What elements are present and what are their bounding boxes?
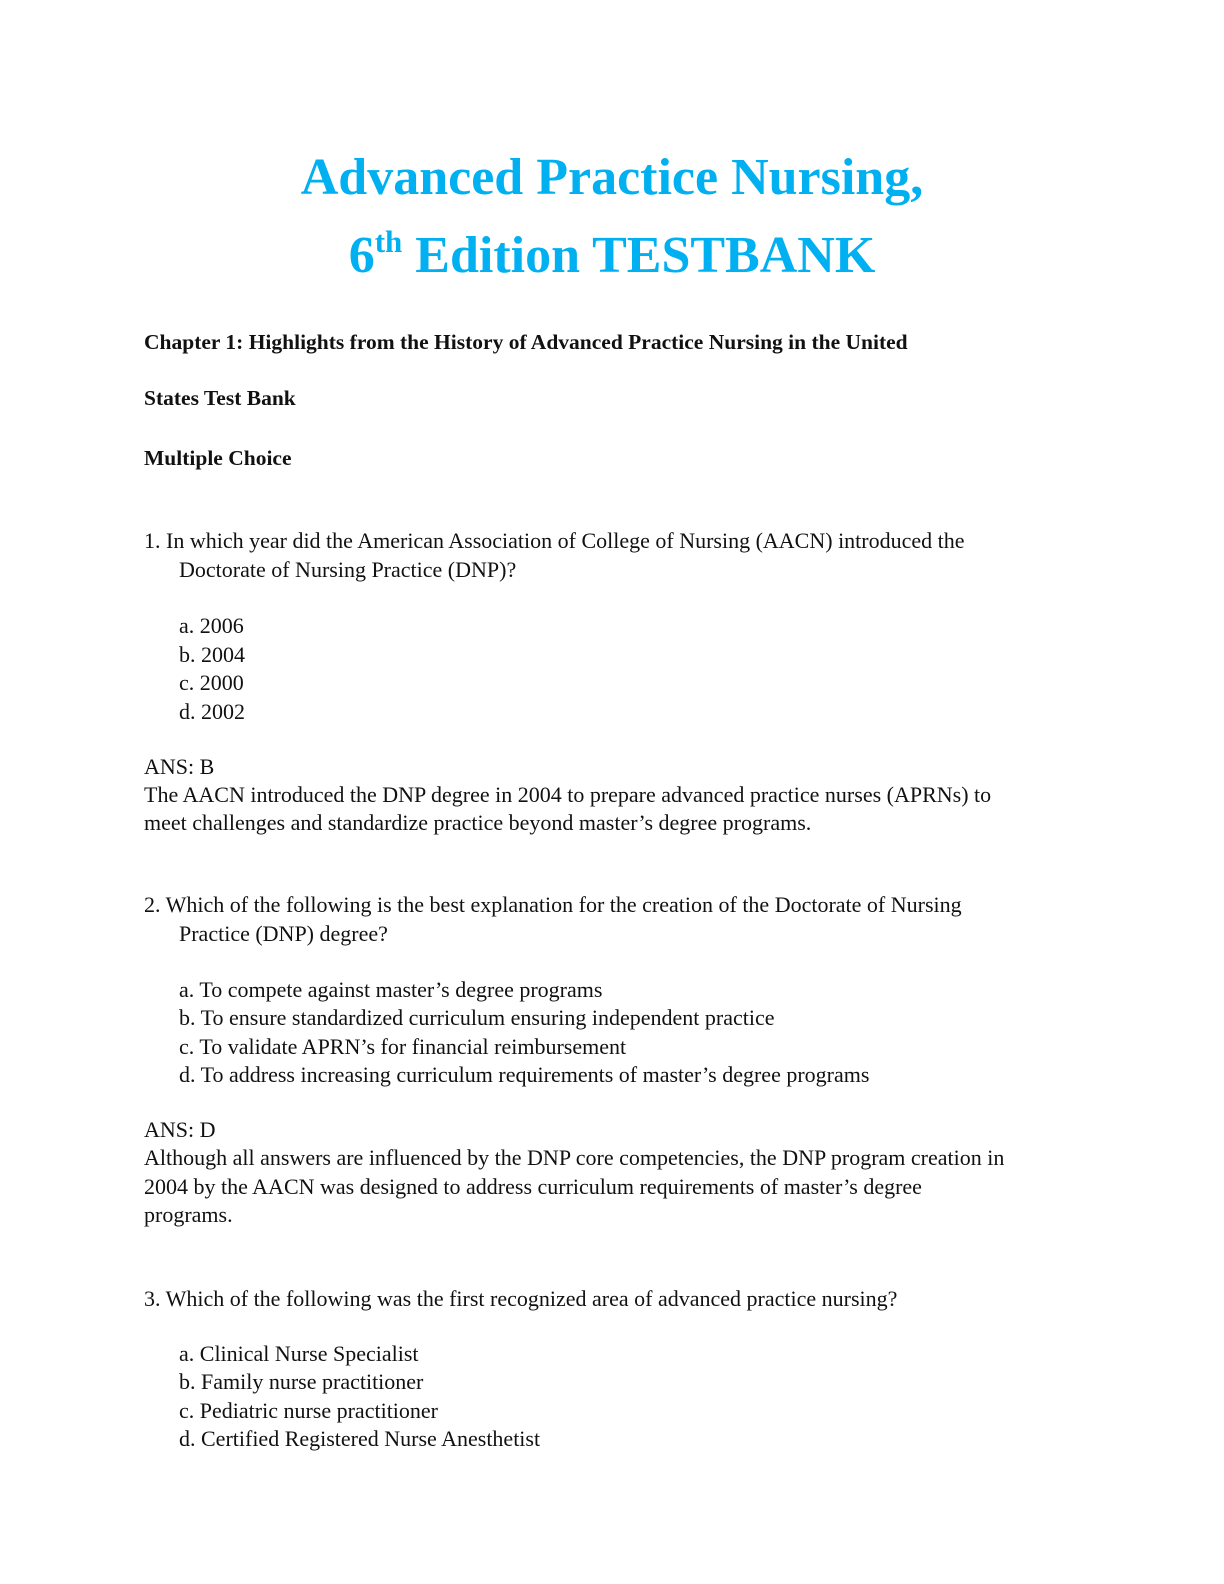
option-d: d. 2002 [179,699,245,724]
option-b: b. Family nurse practitioner [179,1369,424,1394]
answer-key: ANS: B [144,754,215,779]
question-text: 2. Which of the following is the best explanation for the creation of the Doctorate of Nursing [144,892,962,917]
question-text: 3. Which of the following was the first recognized area of advanced practice nursing? [144,1286,898,1311]
option-d: d. To address increasing curriculum requirements of master’s degree programs [179,1062,870,1087]
rationale-line: 2004 by the AACN was designed to address curriculum requirements of master’s degree [144,1174,922,1199]
option-c: c. To validate APRN’s for financial reimbursement [179,1034,627,1059]
chapter-heading-line1: Chapter 1: Highlights from the History of Advanced Practice Nursing in the United [144,330,908,354]
option-d: d. Certified Registered Nurse Anesthetist [179,1426,541,1451]
option-a: a. To compete against master’s degree programs [179,977,603,1002]
document-title-line1: Advanced Practice Nursing, [300,149,924,206]
option-b: b. To ensure standardized curriculum ensuring independent practice [179,1005,775,1030]
question-text: 1. In which year did the American Association of College of Nursing (AACN) introduced the [144,528,965,553]
edition-title-rest: Edition TESTBANK [402,227,876,284]
document-title-line2 [0,226,1224,292]
option-c: c. Pediatric nurse practitioner [179,1398,439,1423]
edition-number: 6 [348,227,375,284]
rationale-line: Although all answers are influenced by the DNP core competencies, the DNP program creation in [144,1145,1005,1170]
answer-key: ANS: D [144,1117,216,1142]
edition-suffix: th [374,224,403,259]
option-a: a. Clinical Nurse Specialist [179,1341,419,1366]
rationale-line: programs. [144,1202,233,1227]
question-text-continued: Practice (DNP) degree? [179,921,388,946]
question-text-continued: Doctorate of Nursing Practice (DNP)? [179,557,517,582]
option-c: c. 2000 [179,670,244,695]
section-heading: Multiple Choice [144,446,292,470]
option-b: b. 2004 [179,642,245,667]
rationale-line: meet challenges and standardize practice beyond master’s degree programs. [144,810,812,835]
chapter-heading-line2: States Test Bank [144,386,296,410]
rationale-line: The AACN introduced the DNP degree in 2004 to prepare advanced practice nurses (APRNs) to [144,782,992,807]
option-a: a. 2006 [179,613,244,638]
